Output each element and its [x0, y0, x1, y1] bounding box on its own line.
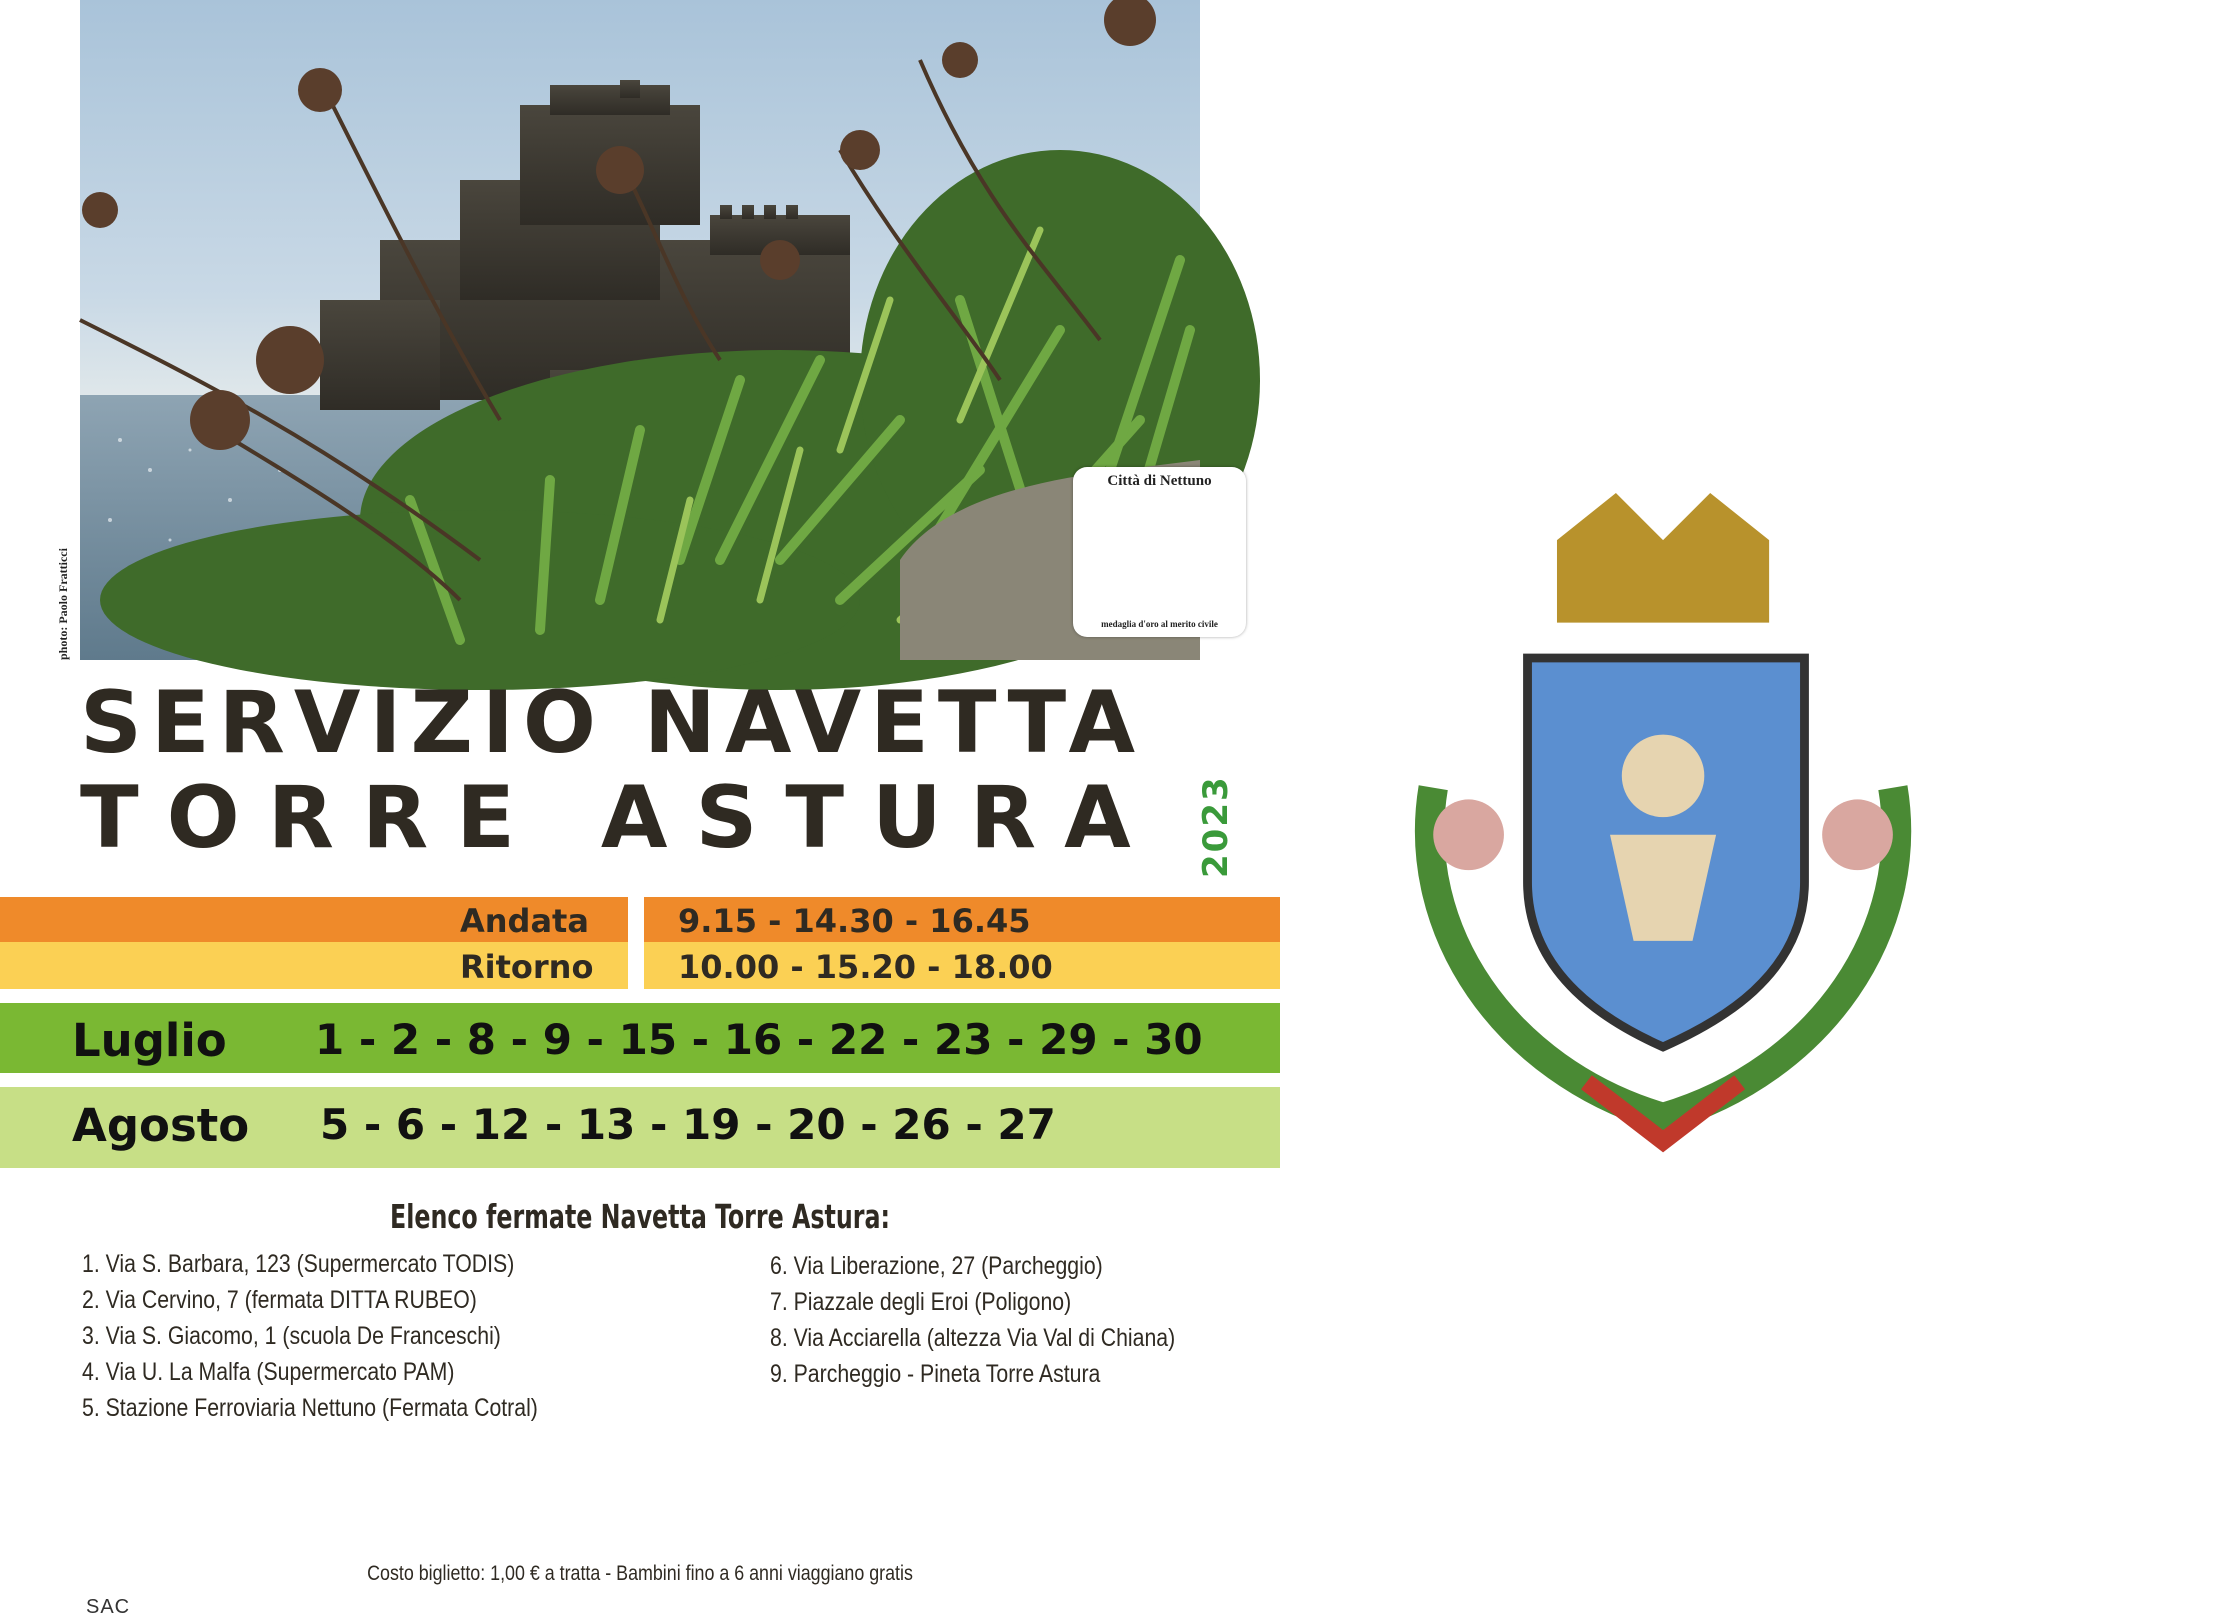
title-line-1: SERVIZIO NAVETTA — [80, 673, 1145, 773]
outbound-times: 9.15 - 14.30 - 16.45 — [678, 902, 1031, 940]
sac-logo: SAC — [86, 1596, 131, 1618]
stop-item: 5. Stazione Ferroviaria Nettuno (Fermata Cotral) — [82, 1394, 538, 1422]
stop-item: 3. Via S. Giacomo, 1 (scuola De Franceschi) — [82, 1322, 501, 1350]
july-dates: 1 - 2 - 8 - 9 - 15 - 16 - 22 - 23 - 29 - 30 — [315, 1015, 1203, 1064]
photo-credit: photo: Paolo Fratticci — [56, 548, 70, 660]
july-label: Luglio — [72, 1014, 227, 1067]
band-divider — [628, 897, 644, 989]
year-label: 2023 — [1196, 775, 1236, 878]
stop-item: 2. Via Cervino, 7 (fermata DITTA RUBEO) — [82, 1286, 477, 1314]
return-label: Ritorno — [460, 948, 594, 986]
stops-title: Elenco fermate Navetta Torre Astura: — [389, 1197, 891, 1236]
august-dates: 5 - 6 - 12 - 13 - 19 - 20 - 26 - 27 — [320, 1100, 1056, 1149]
stop-item: 4. Via U. La Malfa (Supermercato PAM) — [82, 1358, 455, 1386]
emblem-title: Città di Nettuno — [1107, 473, 1212, 489]
castle-coast-photo — [80, 0, 1200, 660]
stop-item: 8. Via Acciarella (altezza Via Val di Chiana) — [770, 1324, 1176, 1352]
emblem-subtitle: medaglia d'oro al merito civile — [1101, 619, 1218, 629]
ticket-cost-note: Costo biglietto: 1,00 € a tratta - Bambini fino a 6 anni viaggiano gratis — [367, 1562, 913, 1585]
title-line-2: TORRE ASTURA — [80, 768, 1159, 868]
stop-item: 1. Via S. Barbara, 123 (Supermercato TODIS) — [82, 1250, 515, 1278]
stop-item: 7. Piazzale degli Eroi (Poligono) — [770, 1288, 1072, 1316]
stop-item: 9. Parcheggio - Pineta Torre Astura — [770, 1360, 1101, 1388]
return-times: 10.00 - 15.20 - 18.00 — [678, 948, 1053, 986]
august-label: Agosto — [72, 1099, 250, 1152]
outbound-label: Andata — [460, 902, 589, 940]
stop-item: 6. Via Liberazione, 27 (Parcheggio) — [770, 1252, 1103, 1280]
city-emblem-badge — [1073, 467, 1246, 637]
hero-photo — [80, 0, 1218, 660]
